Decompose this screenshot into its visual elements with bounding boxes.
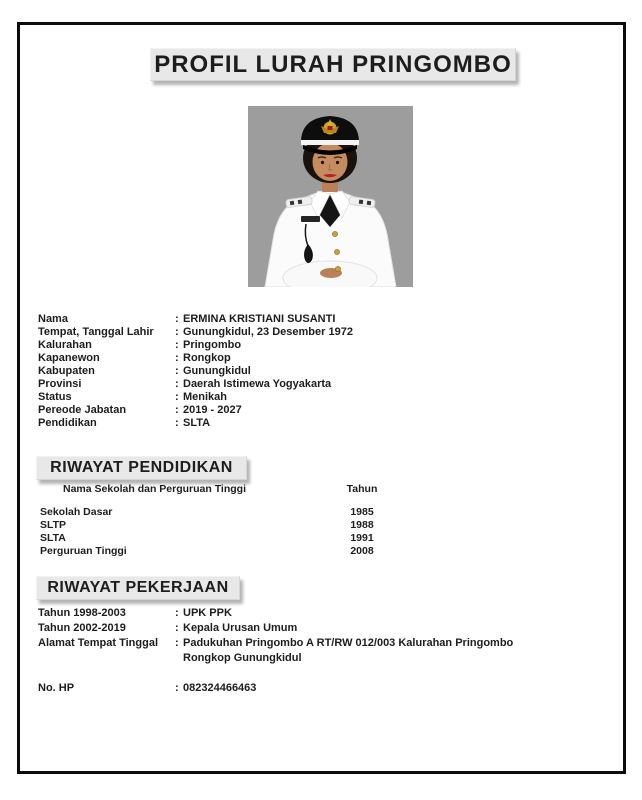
education-heading: RIWAYAT PENDIDIKAN [50,459,233,476]
colon-separator: : [175,622,179,634]
eye-left [321,161,324,164]
bio-row [38,352,598,365]
button-2 [334,249,339,254]
bio-label: Status [38,391,72,403]
bio-value: Daerah Istimewa Yogyakarta [183,378,332,390]
bio-value: Gunungkidul [183,365,251,377]
bio-label: Provinsi [38,378,82,390]
name-tag [301,216,320,222]
bio-row [38,339,598,352]
work-label: Tahun 1998-2003 [38,607,126,619]
graduation-year: 2008 [350,545,374,557]
bio-label: Kabupaten [38,365,95,377]
biodata-section [38,313,598,430]
button-1 [332,231,337,236]
work-value-line2: Rongkop Gunungkidul [183,652,302,664]
education-row [40,532,600,545]
graduation-year: 1991 [350,532,374,544]
colon-separator: : [175,637,179,649]
work-heading-banner [36,576,240,600]
bio-row [38,365,598,378]
page-title: PROFIL LURAH PRINGOMBO [154,50,512,78]
school-name: SLTP [40,519,67,531]
work-row [38,606,598,621]
title-banner [150,48,516,81]
bio-row [38,404,598,417]
work-label: Tahun 2002-2019 [38,622,126,634]
bio-value: Rongkop [183,352,231,364]
bio-row [38,391,598,404]
bio-label: Tempat, Tanggal Lahir [38,326,154,338]
colon-separator: : [175,313,179,325]
work-label: No. HP [38,682,75,694]
colon-separator: : [175,607,179,619]
bio-value: 2019 - 2027 [183,404,242,416]
work-value: UPK PPK [183,607,232,619]
colon-separator: : [175,404,179,416]
education-column-year: Tahun [346,483,378,495]
bio-label: Nama [38,313,68,325]
bio-value: SLTA [183,417,211,429]
portrait-photo [248,106,413,287]
education-table [40,506,600,558]
bio-label: Pendidikan [38,417,97,429]
colon-separator: : [175,326,179,338]
work-heading: RIWAYAT PEKERJAAN [47,579,229,596]
colon-separator: : [175,391,179,403]
bio-row [38,417,598,430]
work-section [38,606,598,696]
education-row [40,506,600,519]
colon-separator: : [175,339,179,351]
colon-separator: : [175,378,179,390]
cap-band [301,140,359,145]
graduation-year: 1988 [350,519,374,531]
button-3 [335,266,340,271]
bio-value: ERMINA KRISTIANI SUSANTI [183,313,336,325]
colon-separator: : [175,682,179,694]
bio-value: Gunungkidul, 23 Desember 1972 [183,326,353,338]
colon-separator: : [175,417,179,429]
school-name: Sekolah Dasar [40,506,113,518]
portrait-photo-illustration [248,106,413,287]
education-heading-banner [36,456,247,480]
school-name: SLTA [40,532,66,544]
school-name: Perguruan Tinggi [40,545,127,557]
bio-value: Menikah [183,391,228,403]
work-value-line1: Padukuhan Pringombo A RT/RW 012/003 Kalurahan Pringombo [183,637,514,649]
education-column-school: Nama Sekolah dan Perguruan Tinggi [63,483,247,495]
colon-separator: : [175,352,179,364]
bio-value: Pringombo [183,339,242,351]
colon-separator: : [175,365,179,377]
phone-number: 082324466463 [183,682,257,694]
work-row [38,681,598,696]
work-row [38,636,598,666]
bio-row [38,313,598,326]
work-label: Alamat Tempat Tinggal [38,637,159,649]
education-row [40,519,600,532]
bio-row [38,326,598,339]
bio-label: Kalurahan [38,339,92,351]
work-row [38,621,598,636]
work-value: Kepala Urusan Umum [183,622,298,634]
bio-label: Pereode Jabatan [38,404,127,416]
bio-label: Kapanewon [38,352,100,364]
education-row [40,545,600,558]
graduation-year: 1985 [350,506,374,518]
bio-row [38,378,598,391]
eye-right [336,161,339,164]
